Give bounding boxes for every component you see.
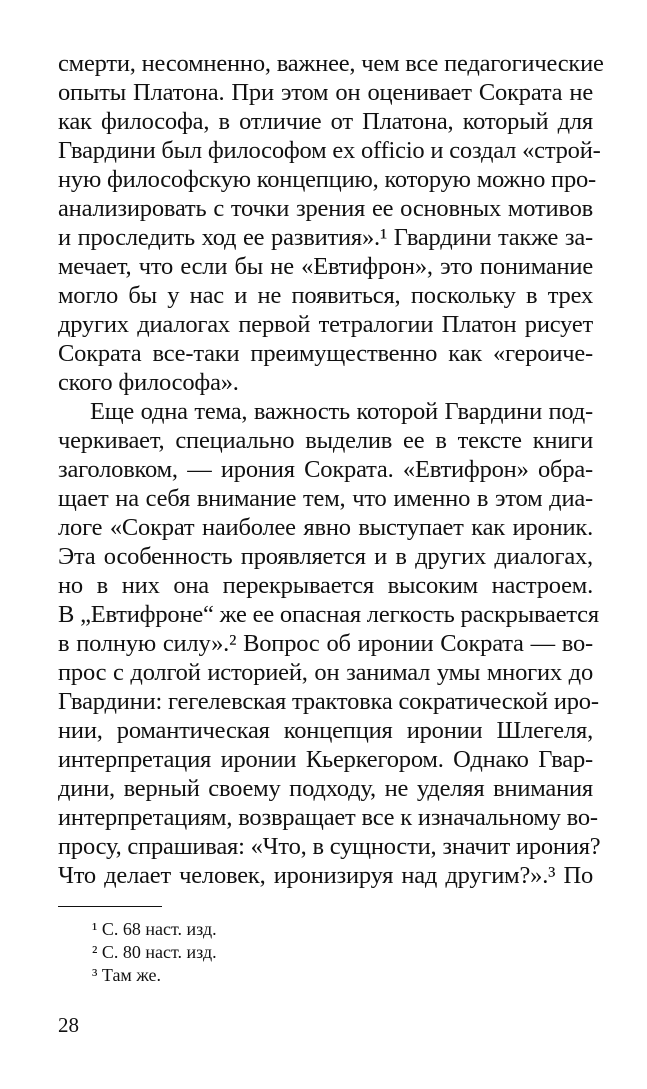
text-line: Гвардини был философом ex officio и создал «строй-	[58, 137, 601, 164]
footnote: ³ Там же.	[92, 965, 162, 985]
text-line: и проследить ход ее развития».¹ Гвардини также за-	[58, 224, 593, 251]
text-line: Еще одна тема, важность которой Гвардини под-	[90, 398, 593, 425]
text-line: прос с долгой историей, он занимал умы многих до	[58, 659, 593, 686]
text-line: опыты Платона. При этом он оценивает Сократа не	[58, 79, 593, 106]
text-line: могло бы у нас и не появиться, поскольку в трех	[58, 282, 593, 309]
text-line: Гвардини: гегелевская трактовка сократической иро-	[58, 688, 599, 715]
text-line: нии, романтическая концепция иронии Шлегеля,	[58, 717, 593, 744]
text-line: в полную силу».² Вопрос об иронии Сократа — во-	[58, 630, 593, 657]
text-line: интерпретациям, возвращает все к изначальному во-	[58, 804, 598, 831]
text-line: ского философа».	[58, 369, 239, 396]
text-line: Что делает человек, иронизируя над другим?».³ По	[58, 862, 593, 889]
text-line: как философа, в отличие от Платона, который для	[58, 108, 593, 135]
footnote: ¹ С. 68 наст. изд.	[92, 919, 217, 939]
text-line: Сократа все-таки преимущественно как «героиче-	[58, 340, 593, 367]
text-line: анализировать с точки зрения ее основных мотивов	[58, 195, 593, 222]
text-line: щает на себя внимание тем, что именно в этом диа-	[58, 485, 593, 512]
text-line: других диалогах первой тетралогии Платон рисует	[58, 311, 593, 338]
text-line: ную философскую концепцию, которую можно про-	[58, 166, 597, 193]
text-line: В „Евтифроне“ же ее опасная легкость раскрывается	[58, 601, 599, 628]
text-line: логе «Сократ наиболее явно выступает как ироник.	[58, 514, 593, 541]
text-line: дини, верный своему подходу, не уделяя внимания	[58, 775, 593, 802]
text-line: интерпретация иронии Кьеркегором. Однако Гвар-	[58, 746, 593, 773]
footnote: ² С. 80 наст. изд.	[92, 942, 217, 962]
footnote-separator	[58, 906, 162, 907]
text-line: черкивает, специально выделив ее в тексте книги	[58, 427, 593, 454]
text-line: Эта особенность проявляется и в других диалогах,	[58, 543, 593, 570]
text-line: заголовком, — ирония Сократа. «Евтифрон» обра-	[58, 456, 593, 483]
page-number: 28	[58, 1013, 79, 1037]
text-line: смерти, несомненно, важнее, чем все педагогические	[58, 50, 604, 77]
text-line: просу, спрашивая: «Что, в сущности, значит ирония?	[58, 833, 601, 860]
text-line: мечает, что если бы не «Евтифрон», это понимание	[58, 253, 593, 280]
text-line: но в них она перекрывается высоким настроем.	[58, 572, 593, 599]
